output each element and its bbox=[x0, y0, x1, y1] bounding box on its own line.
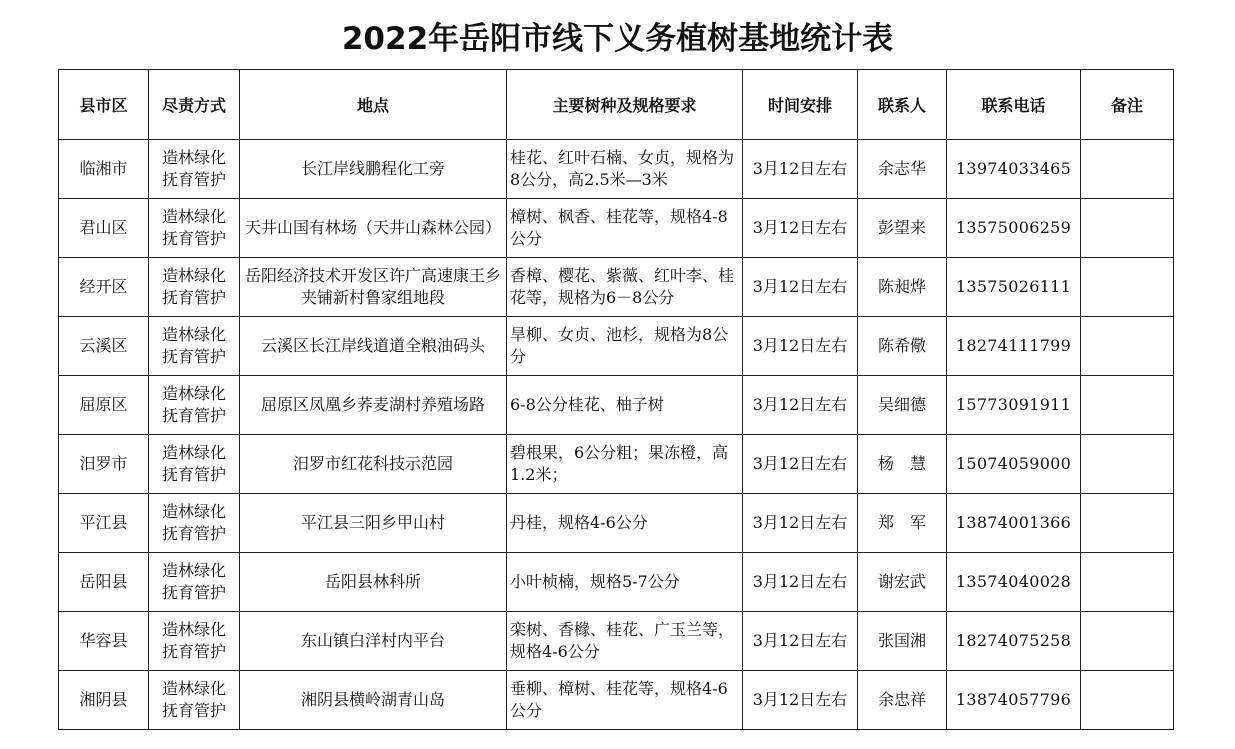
header-mode: 尽责方式 bbox=[149, 70, 240, 140]
contact-cell: 张国湘 bbox=[858, 612, 947, 671]
location-cell: 长江岸线鹏程化工旁 bbox=[240, 140, 507, 199]
page-title: 2022年岳阳市线下义务植树基地统计表 bbox=[341, 21, 894, 57]
mode-line: 抚育管护 bbox=[161, 701, 226, 720]
table-row bbox=[59, 553, 1174, 612]
contact-cell: 彭望来 bbox=[858, 199, 947, 258]
location-cell: 屈原区凤凰乡荞麦湖村养殖场路 bbox=[240, 376, 507, 435]
notes-cell bbox=[1081, 612, 1174, 671]
time-cell: 3月12日左右 bbox=[743, 494, 858, 553]
header-time: 时间安排 bbox=[743, 70, 858, 140]
mode-line: 抚育管护 bbox=[161, 465, 226, 484]
location-cell: 汨罗市红花科技示范园 bbox=[240, 435, 507, 494]
location-cell: 天井山国有林场（天井山森林公园） bbox=[240, 199, 507, 258]
county-cell: 屈原区 bbox=[59, 376, 149, 435]
notes-cell bbox=[1081, 376, 1174, 435]
notes-cell bbox=[1081, 435, 1174, 494]
species-cell: 香樟、樱花、紫薇、红叶李、桂花等，规格为6－8公分 bbox=[507, 258, 743, 317]
phone-cell: 18274111799 bbox=[947, 317, 1081, 376]
location-cell: 平江县三阳乡甲山村 bbox=[240, 494, 507, 553]
species-cell: 栾树、香橼、桂花、广玉兰等，规格4-6公分 bbox=[507, 612, 743, 671]
mode-line: 造林绿化 bbox=[161, 443, 226, 462]
time-cell: 3月12日左右 bbox=[743, 612, 858, 671]
contact-cell: 杨 慧 bbox=[858, 435, 947, 494]
location-cell: 岳阳经济技术开发区许广高速康王乡夹铺新村鲁家组地段 bbox=[240, 258, 507, 317]
table-row bbox=[59, 435, 1174, 494]
notes-cell bbox=[1081, 494, 1174, 553]
mode-cell bbox=[149, 435, 240, 494]
county-cell: 临湘市 bbox=[59, 140, 149, 199]
mode-cell bbox=[149, 317, 240, 376]
mode-cell bbox=[149, 140, 240, 199]
species-cell: 小叶桢楠，规格5-7公分 bbox=[507, 553, 743, 612]
phone-cell: 15074059000 bbox=[947, 435, 1081, 494]
county-cell: 华容县 bbox=[59, 612, 149, 671]
table-row bbox=[59, 258, 1174, 317]
time-cell: 3月12日左右 bbox=[743, 258, 858, 317]
location-cell: 岳阳县林科所 bbox=[240, 553, 507, 612]
header-location: 地点 bbox=[240, 70, 507, 140]
mode-cell bbox=[149, 494, 240, 553]
mode-line: 造林绿化 bbox=[161, 502, 226, 521]
species-cell: 碧根果，6公分粗；果冻橙，高1.2米； bbox=[507, 435, 743, 494]
notes-cell bbox=[1081, 140, 1174, 199]
mode-line: 造林绿化 bbox=[161, 148, 226, 167]
mode-cell bbox=[149, 612, 240, 671]
notes-cell bbox=[1081, 199, 1174, 258]
phone-cell: 13575006259 bbox=[947, 199, 1081, 258]
county-cell: 经开区 bbox=[59, 258, 149, 317]
phone-cell: 13874057796 bbox=[947, 671, 1081, 730]
table-row bbox=[59, 612, 1174, 671]
mode-line: 抚育管护 bbox=[161, 229, 226, 248]
contact-cell: 余忠祥 bbox=[858, 671, 947, 730]
phone-cell: 15773091911 bbox=[947, 376, 1081, 435]
mode-line: 造林绿化 bbox=[161, 384, 226, 403]
table-row bbox=[59, 494, 1174, 553]
header-notes: 备注 bbox=[1081, 70, 1174, 140]
species-cell: 6-8公分桂花、柚子树 bbox=[507, 376, 743, 435]
table-row bbox=[59, 140, 1174, 199]
county-cell: 君山区 bbox=[59, 199, 149, 258]
mode-line: 造林绿化 bbox=[161, 679, 226, 698]
time-cell: 3月12日左右 bbox=[743, 140, 858, 199]
planting-base-table bbox=[58, 69, 1174, 730]
county-cell: 汨罗市 bbox=[59, 435, 149, 494]
contact-cell: 吴细德 bbox=[858, 376, 947, 435]
header-county: 县市区 bbox=[59, 70, 149, 140]
contact-cell: 谢宏武 bbox=[858, 553, 947, 612]
phone-cell: 13874001366 bbox=[947, 494, 1081, 553]
mode-line: 造林绿化 bbox=[161, 561, 226, 580]
mode-cell bbox=[149, 258, 240, 317]
mode-cell bbox=[149, 376, 240, 435]
location-cell: 东山镇白洋村内平台 bbox=[240, 612, 507, 671]
table-row bbox=[59, 317, 1174, 376]
mode-cell bbox=[149, 671, 240, 730]
county-cell: 平江县 bbox=[59, 494, 149, 553]
mode-line: 抚育管护 bbox=[161, 288, 226, 307]
species-cell: 丹桂，规格4-6公分 bbox=[507, 494, 743, 553]
time-cell: 3月12日左右 bbox=[743, 199, 858, 258]
notes-cell bbox=[1081, 317, 1174, 376]
time-cell: 3月12日左右 bbox=[743, 553, 858, 612]
county-cell: 湘阴县 bbox=[59, 671, 149, 730]
phone-cell: 13574040028 bbox=[947, 553, 1081, 612]
mode-line: 抚育管护 bbox=[161, 406, 226, 425]
header-contact: 联系人 bbox=[858, 70, 947, 140]
mode-line: 抚育管护 bbox=[161, 170, 226, 189]
header-phone: 联系电话 bbox=[947, 70, 1081, 140]
mode-cell bbox=[149, 553, 240, 612]
notes-cell bbox=[1081, 671, 1174, 730]
mode-line: 造林绿化 bbox=[161, 325, 226, 344]
header-species: 主要树种及规格要求 bbox=[507, 70, 743, 140]
header-row bbox=[59, 70, 1174, 140]
species-cell: 樟树、枫香、桂花等，规格4-8公分 bbox=[507, 199, 743, 258]
time-cell: 3月12日左右 bbox=[743, 317, 858, 376]
table-row bbox=[59, 376, 1174, 435]
mode-line: 造林绿化 bbox=[161, 207, 226, 226]
mode-line: 抚育管护 bbox=[161, 583, 226, 602]
time-cell: 3月12日左右 bbox=[743, 671, 858, 730]
notes-cell bbox=[1081, 258, 1174, 317]
species-cell: 垂柳、樟树、桂花等，规格4-6公分 bbox=[507, 671, 743, 730]
time-cell: 3月12日左右 bbox=[743, 435, 858, 494]
phone-cell: 13575026111 bbox=[947, 258, 1081, 317]
phone-cell: 18274075258 bbox=[947, 612, 1081, 671]
mode-line: 造林绿化 bbox=[161, 620, 226, 639]
time-cell: 3月12日左右 bbox=[743, 376, 858, 435]
contact-cell: 郑 军 bbox=[858, 494, 947, 553]
mode-line: 抚育管护 bbox=[161, 642, 226, 661]
species-cell: 桂花、红叶石楠、女贞，规格为8公分，高2.5米—3米 bbox=[507, 140, 743, 199]
mode-line: 造林绿化 bbox=[161, 266, 226, 285]
phone-cell: 13974033465 bbox=[947, 140, 1081, 199]
contact-cell: 余志华 bbox=[858, 140, 947, 199]
location-cell: 云溪区长江岸线道道全粮油码头 bbox=[240, 317, 507, 376]
table-row bbox=[59, 199, 1174, 258]
species-cell: 旱柳、女贞、池杉，规格为8公分 bbox=[507, 317, 743, 376]
county-cell: 岳阳县 bbox=[59, 553, 149, 612]
mode-cell bbox=[149, 199, 240, 258]
contact-cell: 陈希儆 bbox=[858, 317, 947, 376]
contact-cell: 陈昶烨 bbox=[858, 258, 947, 317]
mode-line: 抚育管护 bbox=[161, 524, 226, 543]
table-row bbox=[59, 671, 1174, 730]
mode-line: 抚育管护 bbox=[161, 347, 226, 366]
location-cell: 湘阴县横岭湖青山岛 bbox=[240, 671, 507, 730]
county-cell: 云溪区 bbox=[59, 317, 149, 376]
notes-cell bbox=[1081, 553, 1174, 612]
